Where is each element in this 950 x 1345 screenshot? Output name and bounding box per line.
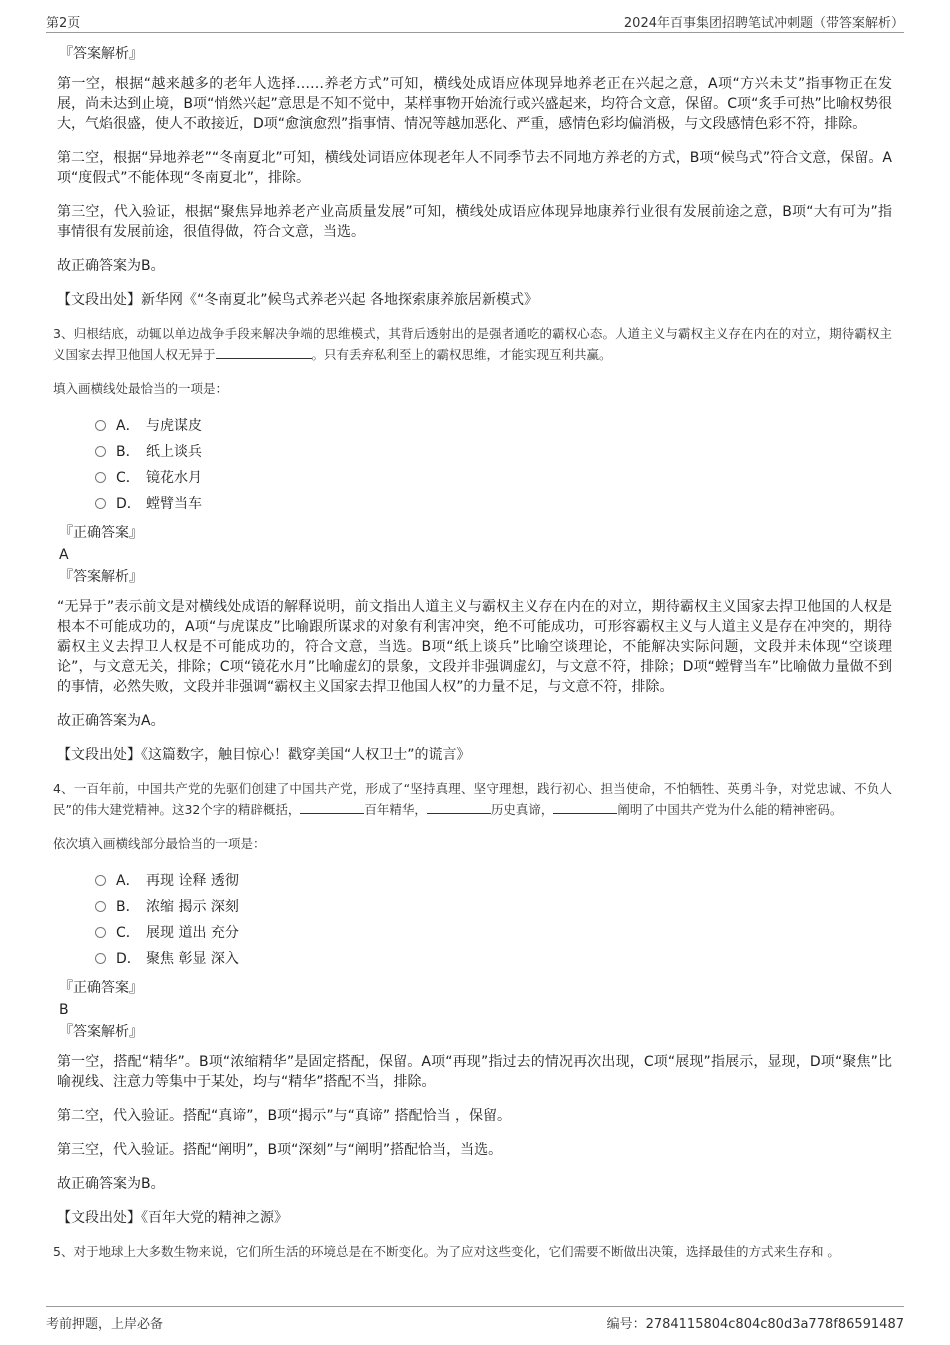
- option-letter: A．: [116, 873, 140, 889]
- option-c[interactable]: [95, 920, 892, 946]
- option-text: 再现 诠释 透彻: [146, 873, 239, 889]
- analysis-paragraph: 第二空，根据“异地养老”“冬南夏北”可知，横线处词语应体现老年人不同季节去不同地方养老的方式，B项“候鸟式”符合文意，保留。A项“度假式”不能体现“冬南夏北”，排除。: [57, 150, 892, 186]
- conclusion: 故正确答案为A。: [57, 713, 165, 729]
- option-a[interactable]: [95, 413, 892, 439]
- radio-icon[interactable]: [95, 446, 106, 457]
- option-text: 镜花水月: [146, 470, 202, 486]
- radio-icon[interactable]: [95, 498, 106, 509]
- stem-text: 百年精华，: [364, 802, 427, 817]
- option-letter: A．: [116, 418, 140, 434]
- option-text: 展现 道出 充分: [146, 925, 239, 941]
- stem-text: 。只有丢弃私利至上的霸权思维，才能实现互利共赢。: [311, 347, 612, 362]
- radio-icon[interactable]: [95, 875, 106, 886]
- page-header: [46, 10, 904, 33]
- analysis-paragraph: “无异于”表示前文是对横线处成语的解释说明，前文指出人道主义与霸权主义存在内在的对立，期待霸权主义国家去捍卫他国的人权是根本不可能成功的，A项“与虎谋皮”比喻跟所谋求的对象有利害冲突，绝不可能成功，可形容霸权主义与人道主义是存在冲突的，期待霸权主义去捍卫人权是不可能成功的，符合文意，当选。B项“纸上谈兵”比喻空谈理论，不能解决实际问题，文段并未体现“空谈理论”，与文意无关，排除；C项“镜花水月”比喻虚幻的景象，文段并非强调虚幻，与文意不符，排除；D项“螳臂当车”比喻做力量做不到的事情，必然失败，文段并非强调“霸权主义国家去捍卫他国人权”的力量不足，与文意不符，排除。: [57, 599, 892, 695]
- option-d[interactable]: [95, 491, 892, 517]
- analysis-label: 『答案解析』: [59, 1024, 143, 1040]
- option-a[interactable]: [95, 868, 892, 894]
- option-b[interactable]: [95, 894, 892, 920]
- option-letter: C．: [116, 470, 140, 486]
- footer-slogan: 考前押题，上岸必备: [46, 1317, 164, 1332]
- analysis-label: 『答案解析』: [59, 46, 143, 62]
- correct-answer: B: [59, 1002, 69, 1018]
- correct-answer-label: 『正确答案』: [59, 980, 143, 996]
- analysis-paragraph: 第二空，代入验证。搭配“真谛”，B项“揭示”与“真谛” 搭配恰当 ，保留。: [57, 1108, 512, 1124]
- stem-text: 阐明了中国共产党为什么能的精神密码。: [617, 802, 843, 817]
- option-d[interactable]: [95, 946, 892, 972]
- analysis-paragraph: 第一空，搭配“精华”。B项“浓缩精华”是固定搭配，保留。A项“再现”指过去的情况再次出现，C项“展现”指展示，显现，D项“聚焦”比喻视线、注意力等集中于某处，均与“精华”搭配不当，排除。: [57, 1054, 892, 1090]
- option-letter: C．: [116, 925, 140, 941]
- question-3-stem: [53, 324, 892, 365]
- question-5-stem: 5、对于地球上大多数生物来说，它们所生活的环境总是在不断变化。为了应对这些变化，它们需要不断做出决策，选择最佳的方式来生存和 。: [53, 1244, 840, 1259]
- analysis-paragraph: 第三空，代入验证。搭配“阐明”，B项“深刻”与“阐明”搭配恰当，当选。: [57, 1142, 503, 1158]
- radio-icon[interactable]: [95, 953, 106, 964]
- fill-blank: [216, 344, 312, 359]
- analysis-paragraph: 第三空，代入验证，根据“聚焦异地养老产业高质量发展”可知，横线处成语应体现异地康养行业很有发展前途之意，B项“大有可为”指事情很有发展前途，很值得做，符合文意，当选。: [57, 204, 892, 240]
- conclusion: 故正确答案为B。: [57, 258, 165, 274]
- option-b[interactable]: [95, 439, 892, 465]
- radio-icon[interactable]: [95, 927, 106, 938]
- option-text: 纸上谈兵: [146, 444, 202, 460]
- question-prompt: 依次填入画横线部分最恰当的一项是：: [53, 836, 266, 851]
- fill-blank: [553, 799, 617, 814]
- radio-icon[interactable]: [95, 472, 106, 483]
- question-prompt: 填入画横线处最恰当的一项是：: [53, 381, 229, 396]
- source-citation: 【文段出处】《百年大党的精神之源》: [57, 1210, 288, 1226]
- correct-answer-label: 『正确答案』: [59, 525, 143, 541]
- option-letter: D．: [116, 496, 141, 512]
- question-4-stem: [53, 779, 892, 820]
- stem-text: 历史真谛，: [490, 802, 554, 817]
- page-number: 第2页: [46, 16, 81, 31]
- stem-text: 4、一百年前，中国共产党的先驱们创建了中国共产党，形成了“坚持真理、坚守理想，践行初心、担当使命，不怕牺牲、英勇斗争，对党忠诚、不负人民”的伟大建党精神。这32个字的精辟概括，: [53, 781, 892, 817]
- fill-blank: [427, 799, 491, 814]
- fill-blank: [300, 799, 364, 814]
- option-text: 螳臂当车: [146, 496, 202, 512]
- radio-icon[interactable]: [95, 901, 106, 912]
- option-text: 与虎谋皮: [146, 418, 202, 434]
- analysis-label: 『答案解析』: [59, 569, 143, 585]
- conclusion: 故正确答案为B。: [57, 1176, 165, 1192]
- option-letter: D．: [116, 951, 141, 967]
- source-citation: 【文段出处】《这篇数字，触目惊心！戳穿美国“人权卫士”的谎言》: [57, 747, 471, 763]
- source-citation: 【文段出处】新华网《“冬南夏北”候鸟式养老兴起 各地探索康养旅居新模式》: [57, 292, 538, 308]
- option-letter: B．: [116, 899, 140, 915]
- stem-text: 3、归根结底，动辄以单边战争手段来解决争端的思维模式，其背后透射出的是强者通吃的霸权心态。人道主义与霸权主义存在内在的对立，期待霸权主义国家去捍卫他国人权无异于: [53, 326, 892, 362]
- page-footer: [46, 1306, 904, 1331]
- option-c[interactable]: [95, 465, 892, 491]
- radio-icon[interactable]: [95, 420, 106, 431]
- option-text: 浓缩 揭示 深刻: [146, 899, 239, 915]
- analysis-paragraph: 第一空，根据“越来越多的老年人选择……养老方式”可知，横线处成语应体现异地养老正在兴起之意，A项“方兴未艾”指事物正在发展，尚未达到止境，B项“悄然兴起”意思是不知不觉中，某样事物开始流行或兴盛起来，均符合文意，保留。C项“炙手可热”比喻权势很大，气焰很盛，使人不敢接近，D项“愈演愈烈”指事情、情况等越加恶化、严重，感情色彩均偏消极，与文段感情色彩不符，排除。: [57, 76, 892, 132]
- correct-answer: A: [59, 547, 69, 563]
- option-letter: B．: [116, 444, 140, 460]
- document-id: 编号：2784115804c804c80d3a778f86591487: [606, 1317, 904, 1332]
- option-text: 聚焦 彰显 深入: [146, 951, 239, 967]
- main-content: [53, 44, 892, 1276]
- document-title: 2024年百事集团招聘笔试冲刺题（带答案解析）: [623, 16, 904, 31]
